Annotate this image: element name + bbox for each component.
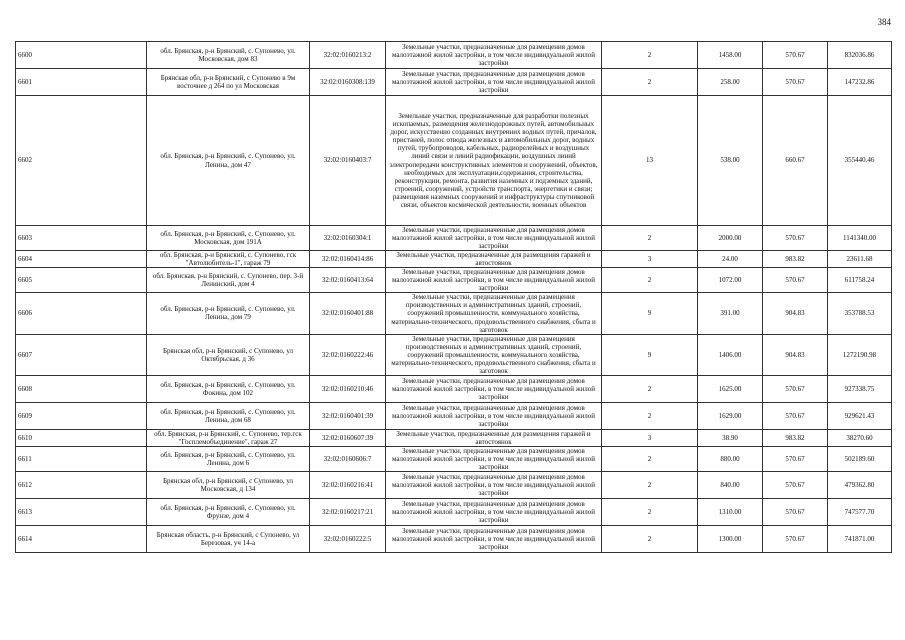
cadastral-number-cell: 32:02:0160222:46 (310, 334, 386, 375)
cadastral-value-cell: 832036.86 (828, 42, 892, 69)
land-use-cell: Земельные участки, предназначенные для размещения домов малоэтажной жилой застройки, в том числе индивидуальной жилой застройки (386, 402, 602, 429)
cadastral-number-cell: 32:02:0160403:7 (310, 96, 386, 226)
cadastral-number-cell: 32:02:0160216:41 (310, 472, 386, 499)
cadastral-number-cell: 32:02:0160222:5 (310, 526, 386, 553)
row-number: 6604 (16, 251, 147, 268)
table-row (16, 446, 892, 471)
rate-cell: 570.67 (763, 526, 828, 553)
address-cell: обл. Брянская, р-н Брянский, с. Супонево, ул. Ленина, дом 79 (147, 293, 310, 334)
row-number: 6614 (16, 526, 147, 553)
row-number: 6611 (16, 446, 147, 471)
group-cell: 2 (602, 402, 698, 429)
address-cell: обл. Брянская, р-н Брянский, с. Супонево, ул. Ленина, дом 47 (147, 96, 310, 226)
rate-cell: 570.67 (763, 375, 828, 402)
group-cell: 2 (602, 42, 698, 69)
cadastral-value-cell: 353788.53 (828, 293, 892, 334)
area-cell: 1406.00 (698, 334, 763, 375)
address-cell: обл. Брянская, р-н Брянский, с. Супонево, ул. Фокина, дом 102 (147, 375, 310, 402)
address-cell: Брянская обл, р-н Брянский, с Супонево, ул Октябрьская, д 36 (147, 334, 310, 375)
table-row (16, 251, 892, 268)
address-cell: обл. Брянская, р-н Брянский, с. Супонево, ул. Фрунзе, дом 4 (147, 499, 310, 526)
table-row (16, 268, 892, 293)
cadastral-value-cell: 1141340.00 (828, 226, 892, 251)
row-number: 6601 (16, 69, 147, 96)
address-cell: обл. Брянская, р-н Брянский, с. Супонево, ул. Московская, дом 83 (147, 42, 310, 69)
cadastral-value-cell: 479362.80 (828, 472, 892, 499)
area-cell: 538.00 (698, 96, 763, 226)
group-cell: 2 (602, 526, 698, 553)
group-cell: 3 (602, 429, 698, 446)
land-use-cell: Земельные участки, предназначенные для размещения домов малоэтажной жилой застройки, в том числе индивидуальной жилой застройки (386, 226, 602, 251)
group-cell: 2 (602, 446, 698, 471)
table-row (16, 69, 892, 96)
cadastral-number-cell: 32:02:0160607:39 (310, 429, 386, 446)
group-cell: 9 (602, 334, 698, 375)
cadastral-value-cell: 1272190.98 (828, 334, 892, 375)
group-cell: 3 (602, 251, 698, 268)
cadastral-number-cell: 32:02:0160210:46 (310, 375, 386, 402)
row-number: 6606 (16, 293, 147, 334)
area-cell: 38.90 (698, 429, 763, 446)
cadastral-value-table (15, 41, 892, 553)
row-number: 6613 (16, 499, 147, 526)
cadastral-value-cell: 355440.46 (828, 96, 892, 226)
land-use-cell: Земельные участки, предназначенные для размещения производственных и административных зданий, строений, сооружений промышленности, коммунального хозяйства, материально-технического, продовольственного снабжения, сбыта и заготовок (386, 334, 602, 375)
page-number: 384 (877, 17, 891, 27)
group-cell: 2 (602, 472, 698, 499)
land-use-cell: Земельные участки, предназначенные для размещения домов малоэтажной жилой застройки, в том числе индивидуальной жилой застройки (386, 499, 602, 526)
cadastral-number-cell: 32:02:0160606:7 (310, 446, 386, 471)
rate-cell: 570.67 (763, 402, 828, 429)
row-number: 6603 (16, 226, 147, 251)
cadastral-value-cell: 23611.68 (828, 251, 892, 268)
table-row (16, 499, 892, 526)
land-use-cell: Земельные участки, предназначенные для размещения домов малоэтажной жилой застройки, в том числе индивидуальной жилой застройки (386, 375, 602, 402)
address-cell: Брянская обл, р-н Брянский, с Супонево в 9м восточнее д 264 по ул Московская (147, 69, 310, 96)
row-number: 6602 (16, 96, 147, 226)
area-cell: 24.00 (698, 251, 763, 268)
cadastral-number-cell: 32:02:0160413:64 (310, 268, 386, 293)
row-number: 6607 (16, 334, 147, 375)
area-cell: 1629.00 (698, 402, 763, 429)
rate-cell: 570.67 (763, 226, 828, 251)
cadastral-value-cell: 929621.43 (828, 402, 892, 429)
land-use-cell: Земельные участки, предназначенные для размещения домов малоэтажной жилой застройки, в том числе индивидуальной жилой застройки (386, 446, 602, 471)
land-use-cell: Земельные участки, предназначенные для размещения гаражей и автостоянок (386, 251, 602, 268)
table-body (16, 42, 892, 553)
row-number: 6605 (16, 268, 147, 293)
table-row (16, 526, 892, 553)
land-use-cell: Земельные участки, предназначенные для размещения гаражей и автостоянок (386, 429, 602, 446)
cadastral-value-cell: 611758.24 (828, 268, 892, 293)
rate-cell: 570.67 (763, 69, 828, 96)
group-cell: 2 (602, 226, 698, 251)
address-cell: обл. Брянская, р-н Брянский, с. Супонево, ул. Ленина, дом 68 (147, 402, 310, 429)
area-cell: 258.00 (698, 69, 763, 96)
cadastral-number-cell: 32:02:0160217:21 (310, 499, 386, 526)
cadastral-number-cell: 32:02:0160401:88 (310, 293, 386, 334)
table-row (16, 472, 892, 499)
rate-cell: 570.67 (763, 499, 828, 526)
address-cell: обл. Брянская, р-н Брянский, с. Супонево, ул. Ленина, дом 6 (147, 446, 310, 471)
area-cell: 1310.00 (698, 499, 763, 526)
address-cell: обл. Брянская, р-н Брянский, с. Супонево, тер.гск "Госплемобъединение", гараж 27 (147, 429, 310, 446)
group-cell: 2 (602, 69, 698, 96)
group-cell: 2 (602, 375, 698, 402)
address-cell: обл. Брянская, р-н Брянский, с. Супонево, гск "Автолюбитель-1", гараж 79 (147, 251, 310, 268)
cadastral-value-cell: 147232.86 (828, 69, 892, 96)
rate-cell: 570.67 (763, 42, 828, 69)
rate-cell: 904.83 (763, 334, 828, 375)
area-cell: 880.00 (698, 446, 763, 471)
table-row (16, 293, 892, 334)
area-cell: 1458.00 (698, 42, 763, 69)
cadastral-value-cell: 741871.00 (828, 526, 892, 553)
cadastral-number-cell: 32:02:0160414:86 (310, 251, 386, 268)
group-cell: 9 (602, 293, 698, 334)
rate-cell: 904.83 (763, 293, 828, 334)
cadastral-value-cell: 927338.75 (828, 375, 892, 402)
table-row (16, 334, 892, 375)
rate-cell: 570.67 (763, 446, 828, 471)
group-cell: 2 (602, 499, 698, 526)
rate-cell: 983.82 (763, 429, 828, 446)
table-row (16, 226, 892, 251)
land-use-cell: Земельные участки, предназначенные для размещения домов малоэтажной жилой застройки, в том числе индивидуальной жилой застройки (386, 472, 602, 499)
table-row (16, 429, 892, 446)
area-cell: 1300.00 (698, 526, 763, 553)
row-number: 6609 (16, 402, 147, 429)
address-cell: Брянская область, р-н Брянский, с Супонево, ул Березовая, уч 14-а (147, 526, 310, 553)
address-cell: обл. Брянская, р-н Брянский, с. Супонево, ул. Московская, дом 191А (147, 226, 310, 251)
row-number: 6610 (16, 429, 147, 446)
address-cell: обл. Брянская, р-н Брянский, с. Супонево, пер. 3-й Ленинский, дом 4 (147, 268, 310, 293)
rate-cell: 660.67 (763, 96, 828, 226)
row-number: 6600 (16, 42, 147, 69)
cadastral-number-cell: 32:02:0160401:39 (310, 402, 386, 429)
land-use-cell: Земельные участки, предназначенные для разработки полезных ископаемых, размещения железнодорожных путей, автомобильных дорог, искусственно созданных внутренних водных путей, причалов, пристаней, полос отвода железных и автомобильных дорог, водных путей, трубопроводов, кабельных, радиорелейных и воздушных линий связи и линий радиофикации, воздушных линий электропередачи конструктивных элементов и сооружений, объектов, необходимых для эксплуатации,содержания, строительства, реконструкции, ремонта, развития наземных и подземных зданий, строений, сооружений, устройств транспорта, энергетики и связи; размещения наземных сооружений и инфраструктуры спутниковой связи, объектов космической деятельности, военных объектов (386, 96, 602, 226)
land-use-cell: Земельные участки, предназначенные для размещения домов малоэтажной жилой застройки, в том числе индивидуальной жилой застройки (386, 42, 602, 69)
table-row (16, 96, 892, 226)
area-cell: 391.00 (698, 293, 763, 334)
cadastral-number-cell: 32:02:0160304:1 (310, 226, 386, 251)
cadastral-value-cell: 747577.70 (828, 499, 892, 526)
rate-cell: 570.67 (763, 268, 828, 293)
land-use-cell: Земельные участки, предназначенные для размещения домов малоэтажной жилой застройки, в том числе индивидуальной жилой застройки (386, 268, 602, 293)
row-number: 6612 (16, 472, 147, 499)
group-cell: 2 (602, 268, 698, 293)
area-cell: 1072.00 (698, 268, 763, 293)
row-number: 6608 (16, 375, 147, 402)
address-cell: Брянская обл, р-н Брянский, с Супонево, ул Московская, д 134 (147, 472, 310, 499)
cadastral-value-cell: 502189.60 (828, 446, 892, 471)
cadastral-number-cell: 32:02:0160213:2 (310, 42, 386, 69)
land-use-cell: Земельные участки, предназначенные для размещения домов малоэтажной жилой застройки, в том числе индивидуальной жилой застройки (386, 69, 602, 96)
table-row (16, 42, 892, 69)
area-cell: 2000.00 (698, 226, 763, 251)
group-cell: 13 (602, 96, 698, 226)
rate-cell: 570.67 (763, 472, 828, 499)
area-cell: 840.00 (698, 472, 763, 499)
cadastral-number-cell: 32:02:0160308:139 (310, 69, 386, 96)
table-row (16, 402, 892, 429)
area-cell: 1625.00 (698, 375, 763, 402)
land-use-cell: Земельные участки, предназначенные для размещения домов малоэтажной жилой застройки, в том числе индивидуальной жилой застройки (386, 526, 602, 553)
table-row (16, 375, 892, 402)
land-use-cell: Земельные участки, предназначенные для размещения производственных и административных зданий, строений, сооружений промышленности, коммунального хозяйства, материально-технического, продовольственного снабжения, сбыта и заготовок (386, 293, 602, 334)
rate-cell: 983.82 (763, 251, 828, 268)
cadastral-value-cell: 38270.60 (828, 429, 892, 446)
